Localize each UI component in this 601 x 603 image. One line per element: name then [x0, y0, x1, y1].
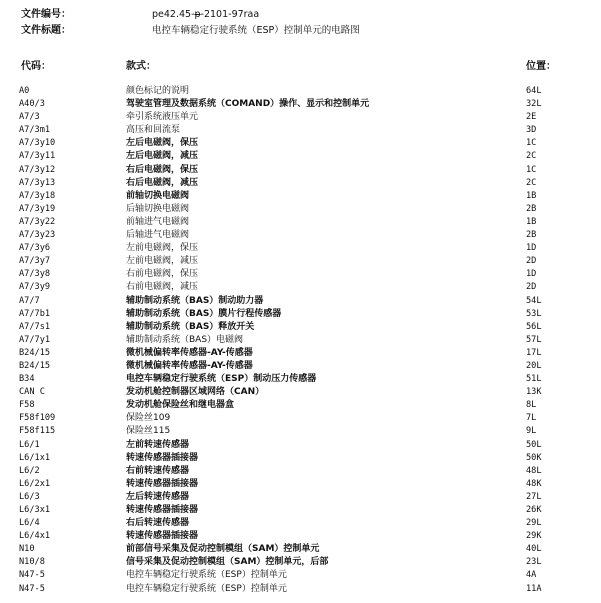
table-row	[0, 111, 601, 124]
row-position: 53L	[526, 308, 542, 319]
row-code: B24/15	[19, 360, 51, 371]
table-row	[0, 360, 601, 373]
row-position: 2C	[526, 177, 537, 188]
row-description: 信号采集及促动控制模组（SAM）控制单元，后部	[126, 557, 329, 568]
column-header-text: 款式：	[126, 61, 156, 72]
row-position: 17L	[526, 347, 542, 358]
row-position: 40L	[526, 544, 542, 555]
table-row	[0, 439, 601, 452]
row-description: 电控车辆稳定行驶系统（ESP）控制单元	[126, 570, 287, 581]
row-description: 转速传感器插接器	[126, 531, 199, 542]
row-code: L6/1	[19, 439, 40, 450]
row-position: 48L	[526, 465, 542, 476]
table-row	[0, 164, 601, 177]
row-position: 56L	[526, 321, 542, 332]
row-description: 保险丝109	[126, 413, 171, 424]
table-row	[0, 281, 601, 294]
row-description: 前轴进气电磁阀	[126, 216, 190, 227]
row-position: 2B	[526, 230, 537, 241]
row-code: A7/3y6	[19, 243, 51, 254]
row-description: 右后转速传感器	[126, 518, 190, 529]
doc-title-row	[21, 25, 71, 37]
table-row	[0, 242, 601, 255]
doc-number-struck: p	[194, 9, 201, 20]
table-row	[0, 295, 601, 308]
row-code: A7/3y10	[19, 138, 56, 149]
row-position: 1B	[526, 216, 537, 227]
row-description: 转速传感器插接器	[126, 478, 199, 489]
row-position: 57L	[526, 334, 542, 345]
row-description: 牵引系统液压单元	[126, 112, 199, 123]
row-position: 50K	[526, 452, 542, 463]
row-position: 1C	[526, 164, 537, 175]
row-code: A7/7y1	[19, 334, 51, 345]
row-code: F58f109	[19, 413, 56, 424]
row-code: L6/2x1	[19, 478, 51, 489]
table-row	[0, 504, 601, 517]
row-description: 右后电磁阀，保压	[126, 164, 199, 175]
table-row	[0, 543, 601, 556]
row-description: 驾驶室管理及数据系统（COMAND）操作、显示和控制单元	[126, 99, 370, 110]
table-row	[0, 85, 601, 98]
table-row	[0, 229, 601, 242]
table-row	[0, 452, 601, 465]
row-code: F58	[19, 400, 35, 411]
doc-number-label: 文件编号：	[21, 9, 71, 20]
table-row	[0, 465, 601, 478]
row-code: A7/3y12	[19, 164, 56, 175]
row-code: A7/3y8	[19, 269, 51, 280]
row-description: 微机械偏转率传感器-AY-传感器	[126, 360, 253, 371]
row-description: 右前电磁阀，减压	[126, 282, 199, 293]
row-code: L6/3	[19, 491, 40, 502]
row-code: A7/3y22	[19, 216, 56, 227]
row-position: 2D	[526, 282, 537, 293]
row-position: 1D	[526, 269, 537, 280]
table-row	[0, 98, 601, 111]
row-code: A7/3y19	[19, 203, 56, 214]
row-position: 54L	[526, 295, 542, 306]
row-code: N47-5	[19, 570, 45, 581]
row-position: 23L	[526, 557, 542, 568]
row-position: 64L	[526, 86, 542, 96]
table-row	[0, 412, 601, 425]
table-row	[0, 216, 601, 229]
row-position: 29K	[526, 531, 542, 542]
row-position: 51L	[526, 374, 542, 385]
row-position: 11A	[526, 583, 542, 594]
row-description: 辅助制动系统（BAS）膜片行程传感器	[126, 308, 282, 319]
row-code: A7/3	[19, 112, 40, 123]
row-position: 13K	[526, 387, 542, 398]
table-row	[0, 386, 601, 399]
row-description: 辅助制动系统（BAS）释放开关	[126, 321, 255, 332]
table-row	[0, 399, 601, 412]
table-row	[0, 530, 601, 543]
row-code: B34	[19, 374, 35, 385]
row-code: A7/3y11	[19, 151, 56, 162]
row-code: N10	[19, 544, 35, 555]
row-position: 2E	[526, 112, 537, 123]
row-code: B24/15	[19, 347, 51, 358]
row-description: 转速传感器插接器	[126, 505, 199, 515]
row-code: N47-5	[19, 583, 45, 594]
row-position: 7L	[526, 413, 537, 424]
row-description: 后轴进气电磁阀	[126, 230, 190, 241]
row-code: A7/3m1	[19, 125, 51, 136]
row-description: 前轴切换电磁阀	[126, 190, 190, 201]
row-position: 50L	[526, 439, 542, 450]
row-description: 转速传感器插接器	[126, 452, 199, 463]
table-row	[0, 124, 601, 137]
row-description: 电控车辆稳定行驶系统（ESP）制动压力传感器	[126, 374, 317, 385]
doc-title-value: 电控车辆稳定行驶系统（ESP）控制单元的电路图	[152, 25, 360, 36]
table-row	[0, 203, 601, 216]
row-description: 右前转速传感器	[126, 465, 190, 476]
row-code: L6/2	[19, 465, 40, 476]
doc-number-row	[21, 9, 71, 21]
row-code: A40/3	[19, 99, 45, 110]
row-code: A0	[19, 86, 30, 96]
row-description: 后轴切换电磁阀	[126, 203, 190, 214]
row-description: 发动机舱保险丝和继电器盒	[126, 400, 235, 411]
row-position: 4A	[526, 570, 537, 581]
table-row	[0, 569, 601, 582]
table-row	[0, 517, 601, 530]
row-position: 9L	[526, 426, 537, 437]
row-position: 29L	[526, 518, 542, 529]
row-description: 右后电磁阀，减压	[126, 177, 199, 188]
table-row	[0, 321, 601, 334]
row-code: A7/7	[19, 295, 40, 306]
row-code: CAN C	[19, 387, 45, 398]
table-row	[0, 478, 601, 491]
table-row	[0, 491, 601, 504]
row-position: 27L	[526, 491, 542, 502]
row-position: 32L	[526, 99, 542, 110]
doc-title-label: 文件标题：	[21, 25, 71, 36]
row-description: 辅助制动系统（BAS）制动助力器	[126, 295, 264, 306]
row-description: 高压和回流泵	[126, 125, 181, 136]
row-code: A7/3y13	[19, 177, 56, 188]
table-row	[0, 583, 601, 596]
table-row	[0, 425, 601, 438]
row-description: 电控车辆稳定行驶系统（ESP）控制单元	[126, 583, 287, 594]
row-code: F58f115	[19, 426, 56, 437]
row-description: 左前电磁阀，保压	[126, 243, 199, 254]
row-description: 辅助制动系统（BAS）电磁阀	[126, 334, 244, 345]
column-header-position: 位置：	[526, 61, 556, 72]
row-code: L6/1x1	[19, 452, 51, 463]
row-description: 左前转速传感器	[126, 439, 190, 450]
row-position: 1C	[526, 138, 537, 149]
column-header-code: 代码：	[21, 61, 51, 72]
table-row	[0, 150, 601, 163]
table-row	[0, 268, 601, 281]
row-code: N10/8	[19, 557, 45, 568]
row-position: 2D	[526, 256, 537, 267]
row-position: 2B	[526, 203, 537, 214]
doc-number-value: pe42.45-p-2101-97raa	[152, 9, 260, 20]
row-code: A7/3y9	[19, 282, 51, 293]
row-code: A7/3y18	[19, 190, 56, 201]
row-position: 20L	[526, 360, 542, 371]
row-code: A7/3y7	[19, 256, 51, 267]
row-position: 26K	[526, 505, 542, 515]
table-row	[0, 347, 601, 360]
row-description: 左后转速传感器	[126, 491, 190, 502]
row-code: L6/4x1	[19, 531, 51, 542]
row-position: 8L	[526, 400, 537, 411]
row-code: A7/7b1	[19, 308, 51, 319]
row-position: 2C	[526, 151, 537, 162]
row-description: 微机械偏转率传感器-AY-传感器	[126, 347, 253, 358]
row-position: 1B	[526, 190, 537, 201]
table-row	[0, 556, 601, 569]
row-description: 前部信号采集及促动控制模组（SAM）控制单元	[126, 544, 320, 555]
row-description: 右前电磁阀，保压	[126, 269, 199, 280]
table-row	[0, 190, 601, 203]
row-position: 3D	[526, 125, 537, 136]
row-code: A7/7s1	[19, 321, 51, 332]
row-description: 发动机舱控制器区域网络（CAN）	[126, 387, 265, 398]
table-row	[0, 373, 601, 386]
row-description: 左后电磁阀，减压	[126, 151, 199, 162]
row-code: L6/3x1	[19, 505, 51, 515]
row-description: 左前电磁阀，减压	[126, 256, 199, 267]
row-code: A7/3y23	[19, 230, 56, 241]
row-description: 保险丝115	[126, 426, 171, 437]
row-description: 左后电磁阀，保压	[126, 138, 199, 149]
table-row	[0, 255, 601, 268]
row-position: 1D	[526, 243, 537, 254]
row-code: L6/4	[19, 518, 40, 529]
row-position: 48K	[526, 478, 542, 489]
table-row	[0, 308, 601, 321]
legend-table	[0, 85, 601, 596]
row-description: 颜色标记的说明	[126, 86, 190, 96]
table-row	[0, 177, 601, 190]
table-row	[0, 334, 601, 347]
table-row	[0, 137, 601, 150]
